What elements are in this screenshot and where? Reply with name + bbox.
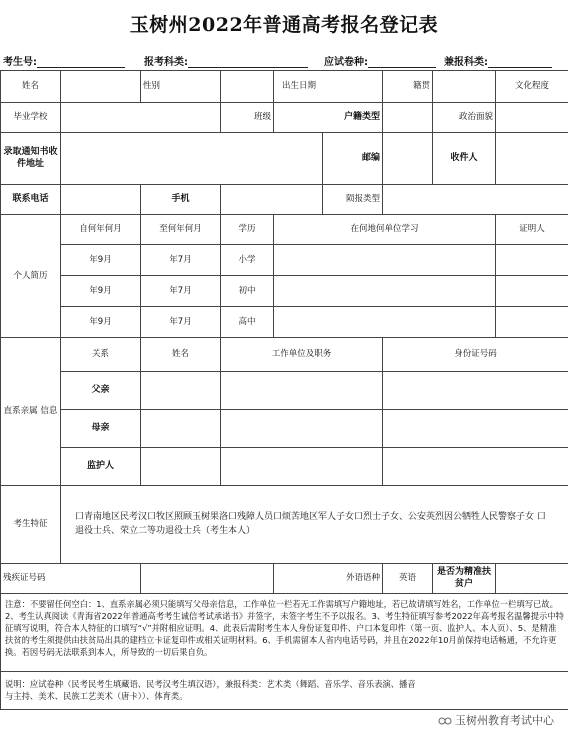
subject-field[interactable]: [144, 53, 308, 68]
resume-place-cell[interactable]: [274, 245, 496, 276]
watermark: [438, 712, 555, 728]
disability-row: [1, 564, 568, 594]
basic-info-row: [1, 71, 568, 103]
family-name-header: 姓名: [141, 338, 221, 372]
resume-row-high: [1, 307, 568, 338]
family-row-guardian: [1, 448, 568, 486]
family-name-cell[interactable]: [141, 410, 221, 448]
resume-row-primary: [1, 245, 568, 276]
family-name-cell[interactable]: [141, 372, 221, 410]
phone-label: 联系电话: [1, 185, 61, 215]
contact-row: [1, 185, 568, 215]
notes-text: 注意：不要留任何空白：1、直系亲属必须只能填写父母亲信息，工作单位一栏若无工作需填写户籍地址，若已故请填写姓名，工作单位一栏填写已故。2、考生认真阅读《青海省2022年普通高考考生诚信考试承诺书》并签字，未签字考生不予以报名。3、考生特征填写参考2022年高考报名温馨提示中特征填写说明，符合本人特征的口填写“√”并附相应证明。4、此表后需附考生本人身份证复印件、户口本复印件（第一页、监护人、本人页）、5、是精准扶贫的考生须提供由扶贫局出具的建档立卡证复印件或相关证明材料。6、手机需留本人省内电话号码，并且在2022年10月前保持电话畅通，不允许更换。若因号码无法联系到本人，所导致的一切后果自负。: [1, 594, 568, 672]
family-header-row: [1, 338, 568, 372]
birth-label: 出生日期: [274, 71, 383, 103]
name-label: 姓名: [1, 71, 61, 103]
postcode-cell[interactable]: [383, 133, 433, 185]
disability-label: 残疾证号码: [1, 564, 141, 594]
mobile-cell[interactable]: [221, 185, 323, 215]
notes-row: [1, 594, 568, 672]
recipient-label: 收件人: [433, 133, 496, 185]
resume-place-cell[interactable]: [274, 307, 496, 338]
family-work-cell[interactable]: [221, 410, 383, 448]
resume-level: 初中: [221, 276, 274, 307]
resume-from[interactable]: 年9月: [61, 276, 141, 307]
education-label: 文化程度: [496, 71, 568, 103]
resume-to-header: 至何年何月: [141, 215, 221, 245]
extra-subject-label: 兼报科类:: [444, 57, 488, 68]
family-id-cell[interactable]: [383, 448, 568, 486]
poverty-label: 是否为精准扶贫户: [433, 564, 496, 594]
family-id-cell[interactable]: [383, 410, 568, 448]
resume-place-header: 在何地何单位学习: [274, 215, 496, 245]
resume-from-header: 自何年何月: [61, 215, 141, 245]
family-relation-header: 关系: [61, 338, 141, 372]
exam-number-field[interactable]: [3, 53, 125, 68]
mobile-label: 手机: [141, 185, 221, 215]
hukou-cell[interactable]: [383, 103, 433, 133]
resume-level: 高中: [221, 307, 274, 338]
resume-witness-cell[interactable]: [496, 276, 568, 307]
resume-to[interactable]: 年7月: [141, 307, 221, 338]
school-label: 毕业学校: [1, 103, 61, 133]
school-row: [1, 103, 568, 133]
resume-witness-cell[interactable]: [496, 245, 568, 276]
registration-table: [0, 70, 568, 710]
politics-cell[interactable]: [496, 103, 568, 133]
lang-value: 英语: [383, 564, 433, 594]
resume-row-middle: [1, 276, 568, 307]
resume-from[interactable]: 年9月: [61, 245, 141, 276]
resume-from[interactable]: 年9月: [61, 307, 141, 338]
resume-witness-cell[interactable]: [496, 307, 568, 338]
family-work-header: 工作单位及职务: [221, 338, 383, 372]
family-relation: 监护人: [61, 448, 141, 486]
recipient-cell[interactable]: [496, 133, 568, 185]
resume-level-header: 学历: [221, 215, 274, 245]
disability-cell[interactable]: [141, 564, 274, 594]
school-cell[interactable]: [61, 103, 221, 133]
family-relation: 母亲: [61, 410, 141, 448]
address-label: 录取通知书收件地址: [1, 133, 61, 185]
family-row-mother: [1, 410, 568, 448]
form-title: 玉树州2022年普通高考报名登记表: [129, 14, 439, 36]
cert-type-cell[interactable]: [383, 185, 568, 215]
resume-to[interactable]: 年7月: [141, 276, 221, 307]
native-label: 籍贯: [383, 71, 433, 103]
resume-place-cell[interactable]: [274, 276, 496, 307]
gender-label: 性别: [141, 71, 221, 103]
extra-subject-field[interactable]: [444, 53, 552, 68]
phone-cell[interactable]: [61, 185, 141, 215]
feature-row: [1, 486, 568, 564]
exam-number-label: 考生号:: [3, 57, 37, 68]
resume-header-row: [1, 215, 568, 245]
exam-meta-row: [0, 50, 568, 70]
resume-witness-header: 证明人: [496, 215, 568, 245]
feature-options[interactable]: 口青南地区民考汉口牧区照顾玉树果洛口残障人员口烦苦地区军人子女口烈士子女、公安英烈因公牺牲人民警察子女 口退役士兵、荣立二等功退役士兵（考生本人）: [61, 486, 568, 564]
family-label: 直系亲属 信息: [1, 338, 61, 486]
postcode-label: 邮编: [323, 133, 383, 185]
resume-label: 个人简历: [1, 215, 61, 338]
hukou-label: 户籍类型: [274, 103, 383, 133]
family-name-cell[interactable]: [141, 448, 221, 486]
watermark-text: 玉树州教育考试中心: [455, 714, 554, 727]
explain-text: 说明：应试卷种（民考民考生填藏语、民考汉考生填汉语），兼报科类：艺术类（舞蹈、音乐学、音乐表演、播音与主持、美术、民族工艺美术（唐卡））、体育类。: [1, 672, 568, 710]
politics-label: 政治面貌: [433, 103, 496, 133]
lang-label: 外语语种: [274, 564, 383, 594]
resume-to[interactable]: 年7月: [141, 245, 221, 276]
class-label: 班级: [221, 103, 274, 133]
family-id-cell[interactable]: [383, 372, 568, 410]
family-relation: 父亲: [61, 372, 141, 410]
explain-row: [1, 672, 568, 710]
native-cell[interactable]: [433, 71, 496, 103]
paper-label: 应试卷种:: [324, 57, 368, 68]
address-row: [1, 133, 568, 185]
gender-cell[interactable]: [221, 71, 274, 103]
poverty-cell[interactable]: [496, 564, 568, 594]
resume-level: 小学: [221, 245, 274, 276]
family-work-cell[interactable]: [221, 448, 383, 486]
family-id-header: 身份证号码: [383, 338, 568, 372]
paper-field[interactable]: [324, 53, 436, 68]
name-cell[interactable]: [61, 71, 141, 103]
feature-label: 考生特征: [1, 486, 61, 564]
address-cell[interactable]: [61, 133, 323, 185]
family-row-father: [1, 372, 568, 410]
wechat-logo-icon: [438, 716, 452, 726]
subject-label: 报考科类:: [144, 57, 188, 68]
family-work-cell[interactable]: [221, 372, 383, 410]
cert-type-label: 陨报类型: [323, 185, 383, 215]
